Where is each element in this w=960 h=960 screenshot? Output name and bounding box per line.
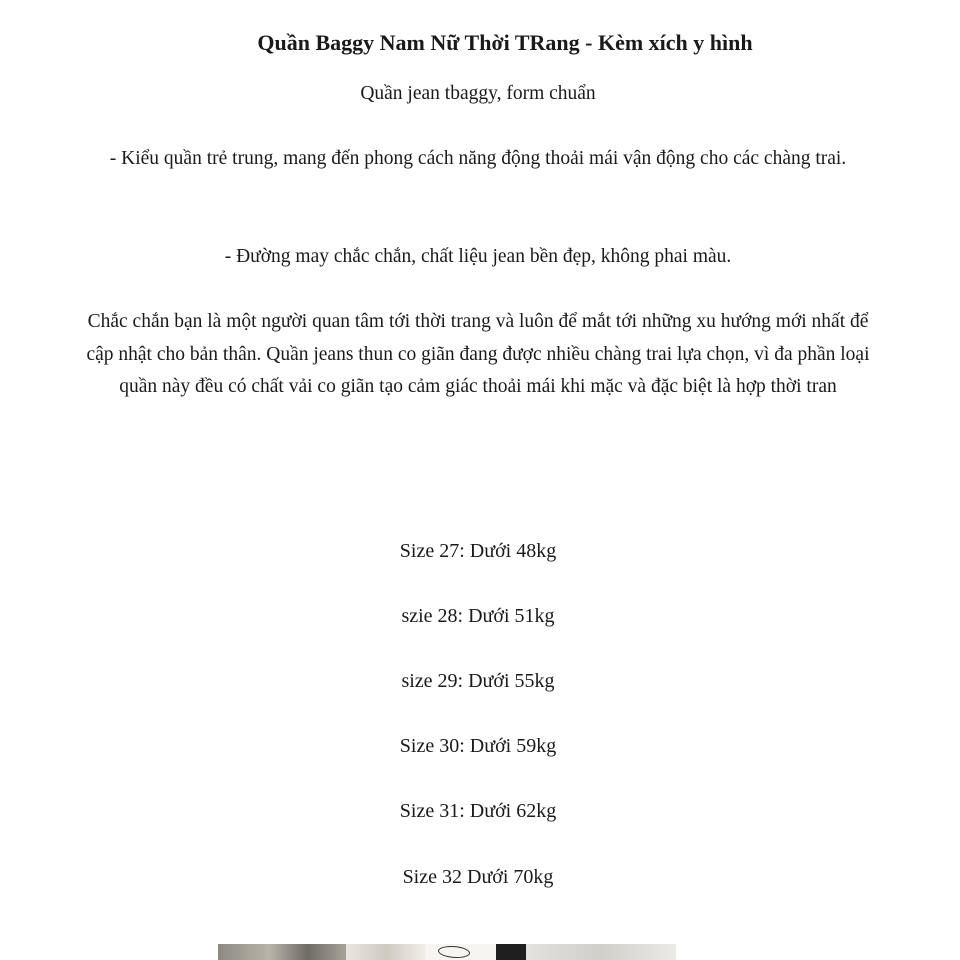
photo-segment [526,944,676,960]
size-line: size 29: Dưới 55kg [401,670,555,692]
photo-segment [496,944,526,960]
size-line: szie 28: Dưới 51kg [401,605,555,627]
feature-bullet-style: - Kiểu quần trẻ trung, mang đến phong cách năng động thoải mái vận động cho các chàng trai. [109,148,847,169]
product-title: Quần Baggy Nam Nữ Thời TRang - Kèm xích y hình [257,30,753,55]
feature-bullet-stitching: - Đường may chắc chắn, chất liệu jean bền đẹp, không phai màu. [224,246,732,267]
size-line: Size 30: Dưới 59kg [399,735,557,757]
product-subtitle: Quần jean tbaggy, form chuẩn [360,83,596,104]
size-line: Size 32 Dưới 70kg [402,866,554,888]
photo-segment [218,944,346,960]
size-line: Size 31: Dưới 62kg [399,800,557,822]
size-line: Size 27: Dưới 48kg [399,540,557,562]
photo-segment [426,944,496,960]
product-photo [218,944,676,960]
description-paragraph: Chắc chắn bạn là một người quan tâm tới thời trang và luôn để mắt tới những xu hướng mới nhất để cập nhật cho bản thân. Quần jeans thun co giãn đang được nhiều chàng trai lựa chọn, vì đa phần loại quần này đều có chất vải co giãn tạo cảm giác thoải mái khi mặc và đặc biệt là hợp thời tran [86,311,870,397]
photo-segment [346,944,426,960]
